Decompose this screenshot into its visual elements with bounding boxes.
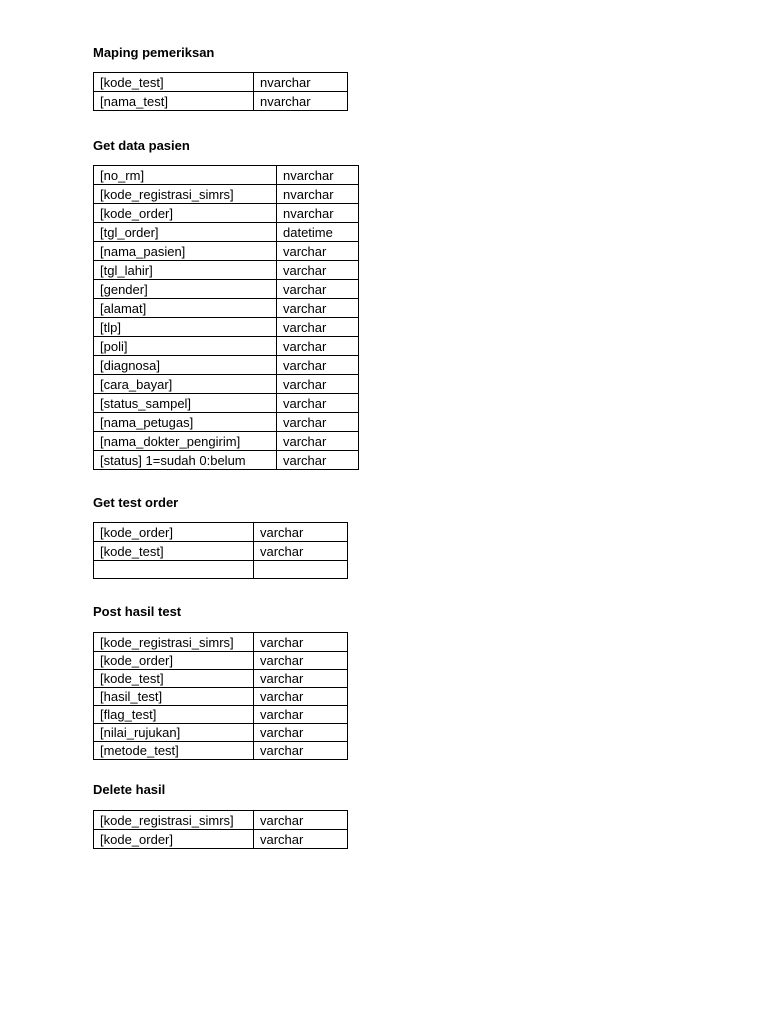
table-get-data-pasien — [93, 165, 359, 470]
field-type-cell: varchar — [254, 724, 348, 742]
table-row — [94, 413, 359, 432]
table-row — [94, 432, 359, 451]
field-name-cell: [kode_test] — [94, 670, 254, 688]
table-row — [94, 185, 359, 204]
field-type-cell: varchar — [254, 542, 348, 561]
field-name-cell: [kode_order] — [94, 830, 254, 849]
field-name-cell: [nilai_rujukan] — [94, 724, 254, 742]
field-type-cell: varchar — [254, 830, 348, 849]
table-row — [94, 688, 348, 706]
field-name-cell: [kode_registrasi_simrs] — [94, 811, 254, 830]
field-name-cell: [nama_petugas] — [94, 413, 277, 432]
field-name-cell: [cara_bayar] — [94, 375, 277, 394]
field-type-cell: varchar — [254, 742, 348, 760]
section-title-get-data-pasien: Get data pasien — [93, 138, 190, 153]
field-type-cell: datetime — [277, 223, 359, 242]
field-name-cell: [kode_registrasi_simrs] — [94, 185, 277, 204]
table-maping-pemeriksan — [93, 72, 348, 111]
field-type-cell: varchar — [277, 280, 359, 299]
table-row — [94, 73, 348, 92]
section-title-maping-pemeriksan: Maping pemeriksan — [93, 45, 215, 60]
field-name-cell: [diagnosa] — [94, 356, 277, 375]
table-row — [94, 92, 348, 111]
field-type-cell: varchar — [254, 706, 348, 724]
field-type-cell: varchar — [254, 811, 348, 830]
table-row — [94, 561, 348, 579]
table-row — [94, 633, 348, 652]
field-type-cell: varchar — [254, 670, 348, 688]
field-name-cell: [tgl_lahir] — [94, 261, 277, 280]
field-name-cell: [nama_test] — [94, 92, 254, 111]
table-row — [94, 280, 359, 299]
field-name-cell: [kode_order] — [94, 523, 254, 542]
field-type-cell: nvarchar — [254, 92, 348, 111]
table-row — [94, 742, 348, 760]
field-name-cell: [kode_test] — [94, 73, 254, 92]
table-row — [94, 724, 348, 742]
field-type-cell: varchar — [254, 688, 348, 706]
table-row — [94, 451, 359, 470]
field-name-cell: [kode_order] — [94, 204, 277, 223]
field-name-cell: [flag_test] — [94, 706, 254, 724]
field-type-cell: varchar — [277, 299, 359, 318]
field-type-cell: varchar — [277, 261, 359, 280]
table-row — [94, 299, 359, 318]
table-row — [94, 204, 359, 223]
field-type-cell: varchar — [254, 633, 348, 652]
field-type-cell: nvarchar — [277, 204, 359, 223]
field-type-cell: varchar — [277, 451, 359, 470]
field-type-cell: varchar — [277, 356, 359, 375]
section-title-delete-hasil: Delete hasil — [93, 782, 166, 797]
table-row — [94, 830, 348, 849]
field-name-cell: [tgl_order] — [94, 223, 277, 242]
section-title-get-test-order: Get test order — [93, 495, 179, 510]
field-type-cell: nvarchar — [254, 73, 348, 92]
field-type-cell: varchar — [277, 242, 359, 261]
table-get-test-order — [93, 522, 348, 579]
field-name-cell: [gender] — [94, 280, 277, 299]
table-row — [94, 652, 348, 670]
field-name-cell: [kode_test] — [94, 542, 254, 561]
field-type-cell: nvarchar — [277, 166, 359, 185]
field-name-cell: [kode_registrasi_simrs] — [94, 633, 254, 652]
table-delete-hasil — [93, 810, 348, 849]
field-type-cell — [254, 561, 348, 579]
table-row — [94, 242, 359, 261]
field-name-cell: [poli] — [94, 337, 277, 356]
table-row — [94, 337, 359, 356]
field-type-cell: varchar — [277, 394, 359, 413]
field-name-cell: [tlp] — [94, 318, 277, 337]
table-row — [94, 356, 359, 375]
field-name-cell: [alamat] — [94, 299, 277, 318]
field-type-cell: varchar — [254, 523, 348, 542]
field-type-cell: varchar — [277, 375, 359, 394]
field-type-cell: varchar — [277, 432, 359, 451]
field-name-cell: [nama_pasien] — [94, 242, 277, 261]
table-row — [94, 542, 348, 561]
field-type-cell: varchar — [254, 652, 348, 670]
field-name-cell: [metode_test] — [94, 742, 254, 760]
field-name-cell: [status] 1=sudah 0:belum — [94, 451, 277, 470]
field-type-cell: varchar — [277, 337, 359, 356]
table-row — [94, 261, 359, 280]
field-type-cell: nvarchar — [277, 185, 359, 204]
table-row — [94, 223, 359, 242]
field-name-cell — [94, 561, 254, 579]
table-row — [94, 670, 348, 688]
field-type-cell: varchar — [277, 318, 359, 337]
table-row — [94, 166, 359, 185]
table-row — [94, 811, 348, 830]
section-title-post-hasil-test: Post hasil test — [93, 604, 182, 619]
table-row — [94, 706, 348, 724]
field-name-cell: [no_rm] — [94, 166, 277, 185]
table-row — [94, 375, 359, 394]
table-row — [94, 318, 359, 337]
table-row — [94, 394, 359, 413]
table-post-hasil-test — [93, 632, 348, 760]
field-name-cell: [nama_dokter_pengirim] — [94, 432, 277, 451]
field-type-cell: varchar — [277, 413, 359, 432]
table-row — [94, 523, 348, 542]
field-name-cell: [kode_order] — [94, 652, 254, 670]
field-name-cell: [hasil_test] — [94, 688, 254, 706]
field-name-cell: [status_sampel] — [94, 394, 277, 413]
